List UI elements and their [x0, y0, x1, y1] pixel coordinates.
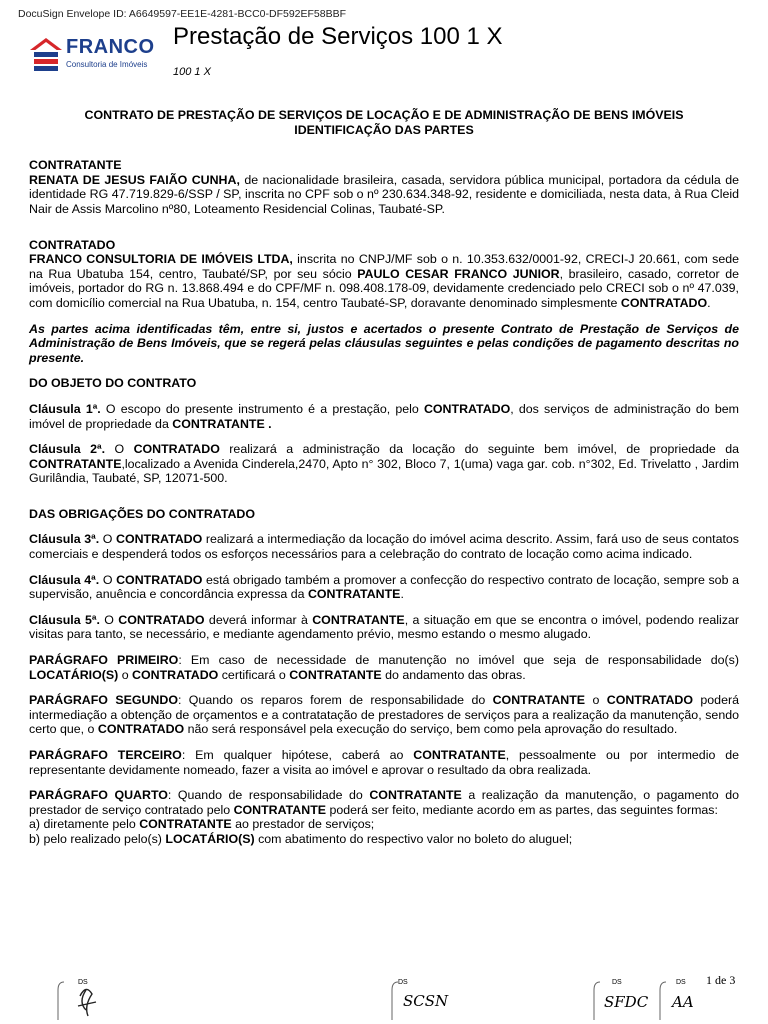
clause-2 [29, 442, 739, 486]
document-subtitle: 100 1 X [173, 66, 211, 78]
paragraph-label: PARÁGRAFO QUARTO [29, 788, 168, 803]
paragraph-bold: CONTRATANTE [369, 788, 462, 803]
clause-bold: CONTRATADO [118, 612, 205, 627]
clause-bold: CONTRATADO [133, 442, 220, 457]
signature-box-2 [390, 976, 450, 1022]
document-title: Prestação de Serviços 100 1 X [173, 23, 503, 50]
initials-scsn: SCSN [403, 992, 449, 1010]
clause-text: O [99, 612, 119, 627]
paragraph-text: certificará o [218, 667, 290, 682]
clause-label: Cláusula 5ª. [29, 612, 100, 627]
paragraph-bold: CONTRATANTE [492, 693, 586, 708]
heading-line-2: IDENTIFICAÇÃO DAS PARTES [294, 122, 474, 137]
section-obligations-heading: DAS OBRIGAÇÕES DO CONTRATADO [29, 506, 256, 521]
paragraph-bold: CONTRATADO [132, 667, 219, 682]
clause-label: Cláusula 3ª. [29, 532, 100, 547]
clause-bold: CONTRATADO [116, 572, 203, 587]
paragraph-text: : Quando os reparos forem de responsabilidade do [177, 693, 493, 708]
clause-text: O escopo do presente instrumento é a prestação, pelo [100, 401, 424, 416]
paragraph-text: o [585, 693, 607, 708]
contratante-block [29, 158, 739, 216]
logo-tagline: Consultoria de Imóveis [66, 60, 148, 69]
initials-sfdc: SFDC [604, 993, 649, 1011]
clause-bold: CONTRATADO [423, 401, 511, 416]
paragraph-label: PARÁGRAFO SEGUNDO [29, 693, 178, 708]
clause-text: , dos serviços de administração do bem imóvel de propriedade da [29, 401, 739, 431]
paragraph-text: poderá ser feito, mediante acordo em as partes, das seguintes formas: [326, 802, 718, 817]
paragraph-bold: CONTRATADO [97, 722, 185, 737]
contratado-block [29, 238, 739, 311]
ds-tag: DS [78, 979, 88, 986]
initials-aa: AA [672, 993, 694, 1011]
signature-box-3 [592, 976, 702, 1022]
envelope-id: DocuSign Envelope ID: A6649597-EE1E-4281-BCC0-DF592EF58BBF [18, 8, 347, 20]
logo-house-icon [28, 34, 64, 74]
clause-bold: CONTRATADO [116, 532, 203, 547]
contratado-text-1: inscrita no CNPJ/MF sob o n. 10.353.632/0001-92, CRECI-J 20.661, com sede na Rua Ubatuba 154, centro, Taubaté/SP, por seu sócio [29, 252, 739, 281]
clause-3 [29, 532, 739, 561]
paragraph-bold: CONTRATANTE [233, 802, 327, 817]
page-number: 1 de 3 [706, 973, 736, 987]
paragraph-bold: CONTRATADO [606, 693, 694, 708]
paragraph-quarto [29, 788, 739, 846]
contratante-name: RENATA DE JESUS FAIÃO CUNHA, [29, 172, 240, 187]
intro-paragraph: As partes acima identificadas têm, entre si, justos e acertados o presente Contrato de Prestação de Serviços de Administração de Bens Imóveis, que se regerá pelas cláusulas seguintes e pelas condições de pagamento descritas no presente. [29, 321, 739, 365]
contratante-text: de nacionalidade brasileira, casada, servidora pública municipal, portadora da cédula de identidade RG 47.719.829-6/SSP / SP, inscrita no CPF sob o nº 230.634.348-92, residente e domiciliada, nesta data, à Rua Cleid Nair de Assis Marcolino nº80, Loteamento Residencial Colinas, Taubaté-SP. [29, 172, 740, 216]
contratante-label: CONTRATANTE [29, 158, 122, 173]
paragraph-terceiro [29, 748, 739, 777]
paragraph-text: a realização da manutenção, o pagamento do prestador de serviço contratado pelo [29, 788, 739, 817]
clause-text: O [105, 442, 134, 457]
paragraph-text: do andamento das obras. [381, 667, 526, 682]
clause-label: Cláusula 4ª. [29, 572, 100, 587]
ds-tag: DS [612, 979, 622, 986]
contract-heading [29, 108, 739, 137]
contract-body [29, 108, 739, 858]
clause-bold: CONTRATANTE [307, 587, 401, 602]
paragraph-label: PARÁGRAFO PRIMEIRO [29, 653, 179, 668]
contratado-label: CONTRATADO [29, 237, 116, 252]
paragraph-segundo [29, 693, 739, 737]
contratado-term: CONTRATADO [620, 295, 708, 310]
clause-bold: CONTRATANTE [312, 612, 405, 627]
heading-line-1: CONTRATO DE PRESTAÇÃO DE SERVIÇOS DE LOCAÇÃO E DE ADMINISTRAÇÃO DE BENS IMÓVEIS [84, 108, 684, 122]
clause-label: Cláusula 2ª. [29, 442, 106, 457]
contratado-end: . [707, 295, 711, 310]
paragraph-text: o [118, 667, 133, 682]
franco-logo [28, 34, 155, 76]
clause-1 [29, 402, 739, 431]
clause-bold: CONTRATANTE . [172, 416, 272, 431]
paragraph-bold: CONTRATANTE [413, 748, 506, 762]
clause-text: O [99, 532, 116, 547]
clause-text: realizará a administração da locação do seguinte bem imóvel, de propriedade da [219, 442, 739, 457]
ds-tag: DS [676, 979, 686, 986]
clause-text: deverá informar à [204, 612, 313, 627]
paragraph-primeiro [29, 653, 739, 682]
logo-name: FRANCO [66, 36, 155, 58]
ds-tag: DS [398, 979, 408, 986]
paragraph-text: : Em qualquer hipótese, caberá ao [181, 748, 414, 762]
option-b-text: com abatimento do respectivo valor no boleto do aluguel; [254, 831, 573, 846]
paragraph-bold: LOCATÁRIO(S) [29, 667, 119, 682]
paragraph-bold: CONTRATANTE [289, 667, 382, 682]
signature-box-1 [56, 976, 116, 1022]
option-b-text: b) pelo realizado pelo(s) [29, 831, 166, 846]
contratado-text-2: , brasileiro, casado, corretor de imóveis, portador do RG n. 13.868.494 e do CPF/MF n. 098.408.178-09, devidamente credenciado pelo CRECI sob o nº 47.039, com domicílio comercial na Rua Ubatuba, n. 154, centro Taubaté-SP, doravante denominado simplesmente [29, 266, 740, 310]
paragraph-text: , pessoalmente ou por intermedio de representante devidamente nomeado, fazer a visita ao imóvel e aprovar o resultado da obra realizada. [29, 748, 739, 777]
option-a-bold: CONTRATANTE [139, 817, 232, 832]
clause-text: ,localizado a Avenida Cinderela,2470, Apto n° 302, Bloco 7, 1(uma) vaga gar. cob. n°302, Ed. Trivelatto , Jardim Gurilândia, Taubaté, SP, 12071-500. [29, 456, 739, 486]
paragraph-label: PARÁGRAFO TERCEIRO [29, 748, 182, 762]
clause-text: . [400, 587, 404, 602]
paragraph-text: : Em caso de necessidade de manutenção no imóvel que seja de responsabilidade do(s) [178, 653, 739, 668]
option-a-text: a) diretamente pelo [29, 817, 140, 832]
clause-5 [29, 613, 739, 642]
paragraph-text: não será responsável pela execução do serviço, bem como pela aprovação do resultado. [184, 722, 678, 737]
option-a-text: ao prestador de serviços; [231, 817, 375, 832]
clause-text: realizará a intermediação da locação do imóvel acima descrito. Assim, fará uso de seus contatos comerciais e despenderá todos os esforços necessários para a celebração do contrato de locação como acima indicado. [29, 532, 739, 562]
contratado-partner: PAULO CESAR FRANCO JUNIOR [357, 266, 560, 281]
section-object-heading: DO OBJETO DO CONTRATO [29, 376, 197, 391]
clause-4 [29, 573, 739, 602]
clause-label: Cláusula 1ª. [29, 401, 101, 416]
clause-bold: CONTRATANTE [29, 456, 122, 471]
clause-text: O [99, 572, 117, 587]
clause-text: , a situação em que se encontra o imóvel, podendo realizar visitas para tanto, se necessário, e mediante agendamento prévio, mesmo estando o mesmo alugado. [29, 612, 739, 642]
paragraph-text: : Quando de responsabilidade do [167, 788, 370, 803]
paragraph-text: poderá intermediação a obtenção de orçamentos e a contratatação de prestadores de serviços para a realização da manutenção, sendo certo que, o [29, 693, 739, 737]
contratado-name: FRANCO CONSULTORIA DE IMÓVEIS LTDA, [29, 252, 293, 267]
option-b-bold: LOCATÁRIO(S) [165, 831, 255, 846]
clause-text: está obrigado também a promover a confecção do respectivo contrato de locação, sempre sob a supervisão, anuência e concordância expressa da [29, 572, 739, 602]
